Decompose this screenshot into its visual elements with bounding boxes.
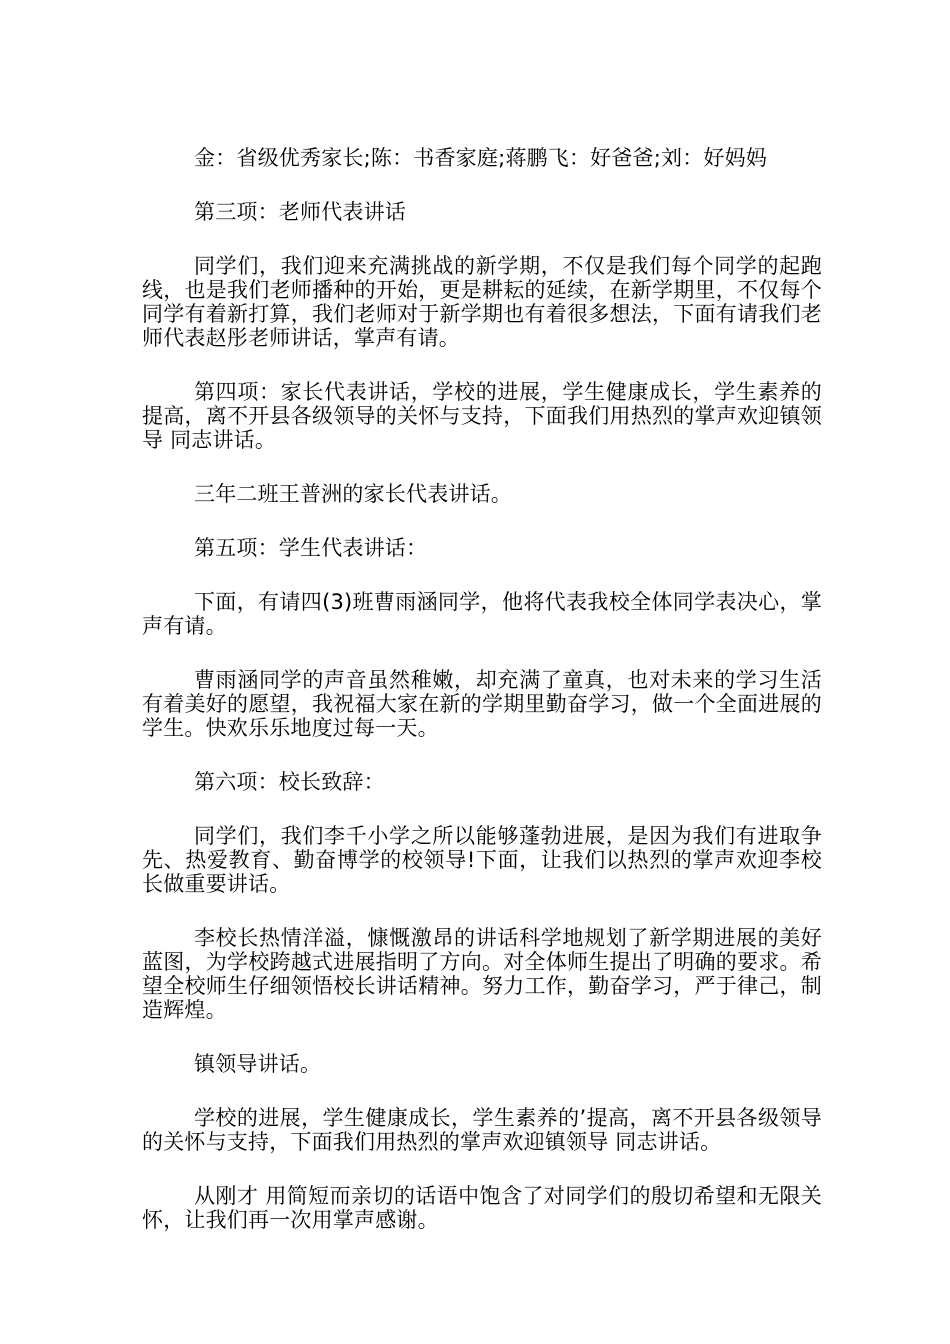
paragraph-town-leader-heading: 镇领导讲话。 — [194, 1052, 322, 1076]
paragraph-item-six-heading: 第六项：校长致辞： — [194, 770, 385, 794]
paragraph-student-speech-intro: 下面，有请四(3)班曹雨涵同学，他将代表我校全体同学表决心，掌声有请。 — [142, 590, 822, 638]
paragraph-principal-speech-intro: 同学们，我们李千小学之所以能够蓬勃进展，是因为我们有进取争先、热爱教育、勤奋博学的校领导!下面，让我们以热烈的掌声欢迎李校长做重要讲话。 — [142, 824, 822, 896]
document-page — [142, 146, 822, 1262]
paragraph-teacher-speech-intro: 同学们，我们迎来充满挑战的新学期，不仅是我们每个同学的起跑线，也是我们老师播种的开始，更是耕耘的延续，在新学期里，不仅每个同学有着新打算，我们老师对于新学期也有着很多想法，下面有请我们老师代表赵彤老师讲话，掌声有请。 — [142, 254, 822, 350]
paragraph-parent-speech: 三年二班王普洲的家长代表讲话。 — [194, 482, 512, 506]
paragraph-principal-speech-summary: 李校长热情洋溢，慷慨激昂的讲话科学地规划了新学期进展的美好蓝图，为学校跨越式进展指明了方向。对全体师生提出了明确的要求。希望全校师生仔细领悟校长讲话精神。努力工作，勤奋学习，严于律己，制造辉煌。 — [142, 926, 822, 1022]
paragraph-item-five-heading: 第五项：学生代表讲话： — [194, 536, 428, 560]
paragraph-item-three-heading: 第三项：老师代表讲话 — [194, 200, 406, 224]
paragraph-town-leader-intro: 学校的进展，学生健康成长，学生素养的’提高，离不开县各级领导的关怀与支持，下面我们用热烈的掌声欢迎镇领导 同志讲话。 — [142, 1106, 822, 1154]
paragraph-award-list: 金：省级优秀家长;陈：书香家庭;蒋鹏飞：好爸爸;刘：好妈妈 — [194, 146, 768, 170]
paragraph-town-leader-summary: 从刚才 用简短而亲切的话语中饱含了对同学们的殷切希望和无限关怀，让我们再一次用掌声感谢。 — [142, 1184, 822, 1232]
paragraph-item-four-heading: 第四项：家长代表讲话，学校的进展，学生健康成长，学生素养的提高，离不开县各级领导的关怀与支持，下面我们用热烈的掌声欢迎镇领导 同志讲话。 — [142, 380, 822, 452]
paragraph-student-speech-summary: 曹雨涵同学的声音虽然稚嫩，却充满了童真，也对未来的学习生活有着美好的愿望，我祝福大家在新的学期里勤奋学习，做一个全面进展的学生。快欢乐乐地度过每一天。 — [142, 668, 822, 740]
